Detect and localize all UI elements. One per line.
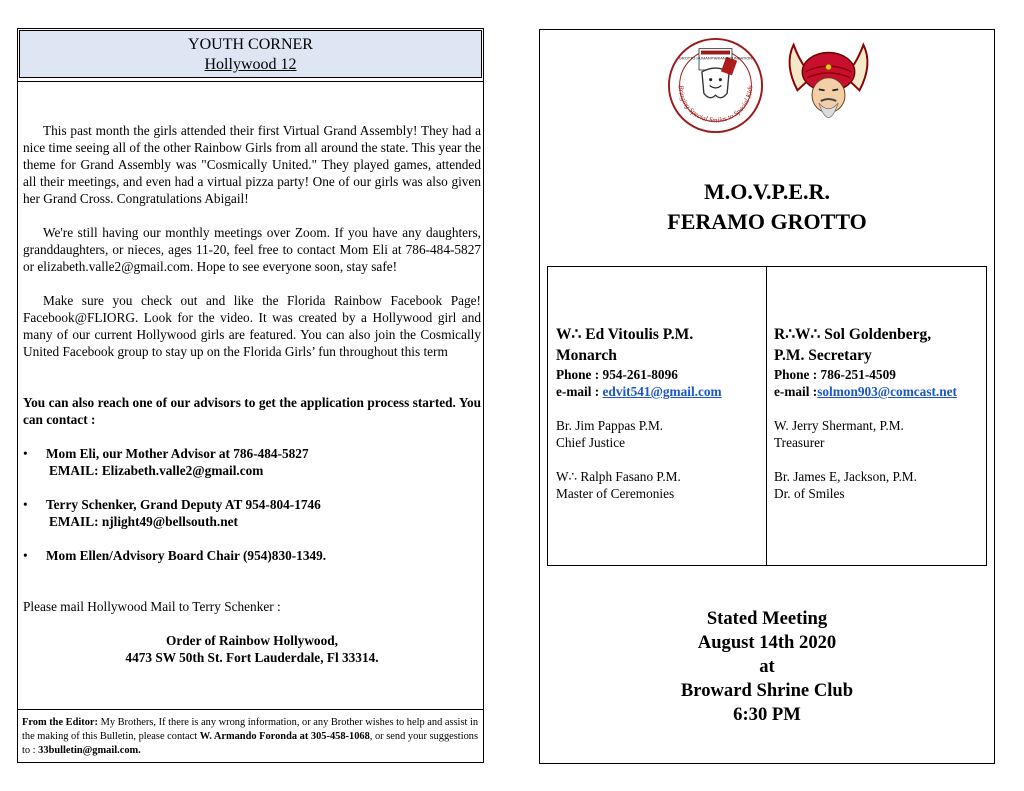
youth-corner-title: YOUTH CORNER [188,36,313,53]
organization-title [540,177,994,237]
contact-email: EMAIL: njlight49@bellsouth.net [49,514,238,529]
email-label: e-mail : [556,384,603,399]
monarch-phone: Phone : 954-261-8096 [556,367,678,382]
monarch-title: Monarch [556,347,617,364]
meeting-time: 6:30 PM [733,704,801,725]
title-line-1: M.O.V.P.E.R. [704,179,830,204]
contact-item [23,547,481,564]
veiled-prophet-icon [780,37,877,134]
logo-ring-text: Bringing Special Smiles to Special Kids [676,84,755,125]
youth-corner-body [23,122,481,666]
secretary-title: P.M. Secretary [774,347,872,364]
secretary-name: R∴W∴ Sol Goldenberg, [774,326,932,343]
stated-meeting-info [540,607,994,727]
officers-right-column [774,324,984,502]
monarch-email-link[interactable]: edvit541@gmail.com [602,384,722,399]
contact-line: Mom Ellen/Advisory Board Chair (954)830-1349. [46,548,327,563]
treasurer-name: W. Jerry Shermant, P.M. [774,418,904,433]
meeting-venue: Broward Shrine Club [680,680,854,701]
humanitarian-foundation-logo [667,37,764,134]
contact-item [23,445,481,479]
chief-justice-title: Chief Justice [556,435,626,450]
meeting-date: August 14th 2020 [697,632,837,653]
mail-note: Please mail Hollywood Mail to Terry Schenker : [23,599,281,614]
contact-line: Mom Eli, our Mother Advisor at 786-484-5827 [46,446,309,461]
editor-note [18,709,483,758]
logo-caption: GROTTO HUMANITARIAN FOUNDATION [678,55,753,61]
secretary-email-row [774,383,984,400]
meeting-line-1: Stated Meeting [706,608,828,629]
editor-contact: W. Armando Foronda at 305-458-1068 [199,731,370,742]
header-divider [18,81,483,82]
youth-corner-header [19,30,482,78]
master-ceremonies-name: W∴ Ralph Fasano P.M. [556,469,681,484]
column-divider [766,267,767,565]
officers-left-column [556,324,761,502]
dr-of-smiles-name: Br. James E, Jackson, P.M. [774,469,917,484]
contact-item [23,496,481,530]
address-line-1: Order of Rainbow Hollywood, [166,633,338,648]
editor-text-2: , or send your suggestions to : [22,731,479,756]
youth-corner-subtitle: Hollywood 12 [204,56,297,73]
paragraph-zoom-meetings: We're still having our monthly meetings over Zoom. If you have any daughters, granddaughters, or nieces, ages 11-20, feel free to contact Mom Eli at 786-484-5827 or elizabeth.valle2@gmail.com. Hope to see everyone soon, stay safe! [23,225,481,274]
editor-text: My Brothers, If there is any wrong information, or any Brother wishes to help and assist in the making of this Bulletin, please contact [22,717,479,742]
monarch-email-row [556,383,761,400]
officers-table [547,266,987,566]
grotto-cover-panel [539,29,995,764]
monarch-name: W∴ Ed Vitoulis P.M. [556,326,694,343]
youth-corner-panel [17,28,484,763]
paragraph-facebook: Make sure you check out and like the Florida Rainbow Facebook Page! Facebook@FLIORG. Look for the video. It was created by a Hollywood girl and many of our current Hollywood girls are featured. You can also join the Cosmically United Facebook group to stay up on the Florida Girls’ fun throughout this term [23,293,481,359]
paragraph-grand-assembly: This past month the girls attended their first Virtual Grand Assembly! They had a nice time seeing all of the other Rainbow Girls from all around the state. This year the theme for Grand Assembly was "Cosmically United." They played games, attended all their meetings, and even had a virtual pizza party! One of our girls was also given her Grand Cross. Congratulations Abigail! [23,123,481,206]
advisors-intro: You can also reach one of our advisors to get the application process started. You can contact : [23,395,481,427]
email-label: e-mail : [774,384,818,399]
chief-justice-name: Br. Jim Pappas P.M. [556,418,664,433]
editor-email: 33bulletin@gmail.com. [38,745,141,756]
editor-label: From the Editor: [22,717,98,728]
contact-line: Terry Schenker, Grand Deputy AT 954-804-1746 [46,497,321,512]
secretary-email-link[interactable]: solmon903@comcast.net [817,384,957,399]
title-line-2: FERAMO GROTTO [667,209,867,234]
address-line-2: 4473 SW 50th St. Fort Lauderdale, Fl 33314. [125,650,379,665]
master-ceremonies-title: Master of Ceremonies [556,486,675,501]
meeting-at: at [759,656,775,677]
contact-email: EMAIL: Elizabeth.valle2@gmail.com [49,463,264,478]
treasurer-title: Treasurer [774,435,825,450]
dr-of-smiles-title: Dr. of Smiles [774,486,845,501]
secretary-phone: Phone : 786-251-4509 [774,367,896,382]
